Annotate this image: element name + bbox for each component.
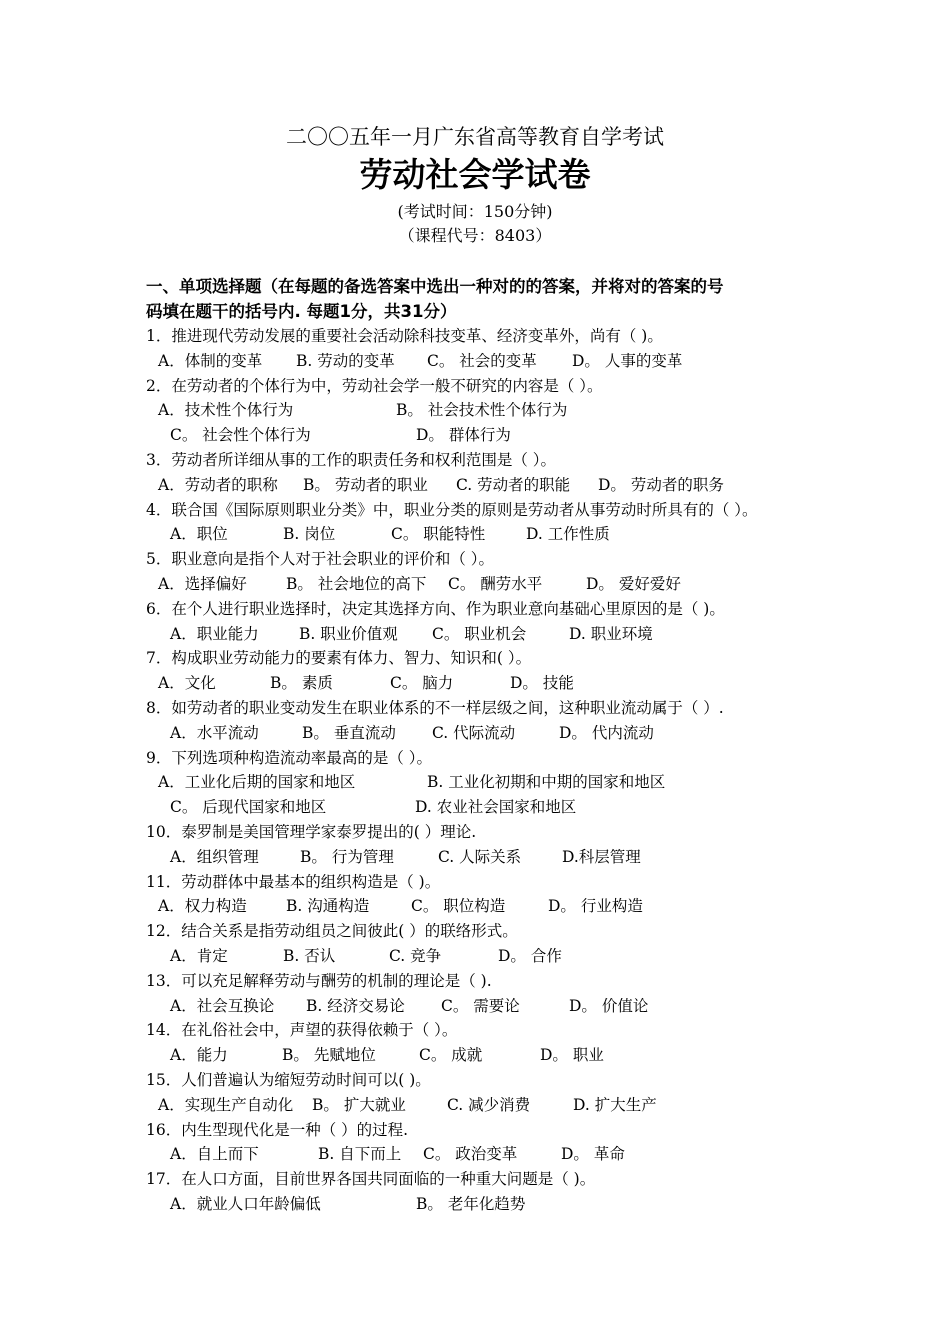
question-stem: 2．在劳动者的个体行为中，劳动社会学一般不研究的内容是（ ）。	[146, 376, 603, 395]
question-stem: 5．职业意向是指个人对于社会职业的评价和（ ）。	[146, 550, 495, 569]
answer-options-row	[0, 349, 950, 373]
course-code: （课程代号：8403）	[398, 226, 552, 245]
answer-option: D。 人事的变革	[572, 351, 683, 370]
question-text	[0, 1018, 950, 1042]
answer-option: D。 代内流动	[559, 723, 654, 742]
answer-option: D。 行业构造	[548, 897, 643, 916]
answer-option: D。 爱好爱好	[586, 575, 681, 593]
exam-time: (考试时间：150分钟)	[397, 202, 553, 221]
answer-option: B。 社会地位的高下	[286, 575, 427, 593]
answer-option: B。 社会技术性个体行为	[396, 401, 568, 420]
answer-option: B. 岗位	[283, 525, 336, 544]
answer-options-row	[0, 473, 950, 497]
question-stem: 16．内生型现代化是一种（ ）的过程.	[146, 1120, 409, 1139]
answer-option: B。 行为管理	[300, 847, 394, 866]
question-stem: 9．下列选项种构造流动率最高的是（ ）。	[146, 748, 433, 767]
question-text	[0, 646, 950, 670]
answer-options-row	[0, 1192, 950, 1216]
answer-options-row	[0, 622, 950, 646]
question-text	[0, 1118, 950, 1142]
answer-option: A．肯定	[170, 947, 228, 965]
question-text	[0, 870, 950, 894]
answer-option: A．职业能力	[170, 624, 259, 643]
answer-options-row	[0, 894, 950, 918]
answer-option: C. 竞争	[389, 947, 442, 965]
answer-option: D。 合作	[498, 947, 562, 965]
answer-options-row	[0, 1093, 950, 1117]
question-text	[0, 547, 950, 571]
question-text	[0, 919, 950, 943]
answer-option: C。 职业机会	[432, 624, 527, 643]
answer-option: A．工业化后期的国家和地区	[158, 773, 356, 792]
answer-option: C。 职能特性	[391, 525, 486, 544]
question-text	[0, 324, 950, 348]
answer-option: A．权力构造	[158, 897, 247, 916]
answer-option: C。 需要论	[441, 996, 520, 1015]
page-title: 劳动社会学试卷	[359, 155, 591, 194]
answer-option: B. 否认	[283, 947, 336, 965]
answer-option: A．水平流动	[170, 723, 259, 742]
answer-options-row	[0, 795, 950, 819]
question-text	[0, 820, 950, 844]
question-text	[0, 1068, 950, 1092]
answer-options-row	[0, 1142, 950, 1166]
question-text	[0, 746, 950, 770]
answer-option: A．能力	[170, 1046, 228, 1065]
answer-options-row	[0, 944, 950, 968]
question-text	[0, 448, 950, 472]
answer-options-row	[0, 721, 950, 745]
answer-option: D. 工作性质	[526, 525, 610, 544]
exam-header: 二〇〇五年一月广东省高等教育自学考试	[286, 125, 664, 149]
question-text	[0, 597, 950, 621]
answer-option: D. 扩大生产	[573, 1095, 657, 1114]
answer-option: B. 自下而上	[318, 1145, 402, 1164]
answer-options-row	[0, 994, 950, 1018]
question-stem: 17．在人口方面，目前世界各国共同面临的一种重大问题是（ )。	[146, 1170, 596, 1189]
answer-option: A．文化	[158, 674, 216, 693]
answer-option: C。 政治变革	[423, 1145, 518, 1164]
answer-option: D.科层管理	[562, 847, 641, 866]
answer-options-row	[0, 770, 950, 794]
answer-option: A．劳动者的职称	[158, 475, 278, 494]
answer-option: A．选择偏好	[158, 575, 247, 593]
answer-option: D. 农业社会国家和地区	[415, 798, 577, 817]
answer-options-row	[0, 1043, 950, 1067]
answer-option: B. 劳动的变革	[296, 351, 395, 370]
answer-option: A．技术性个体行为	[158, 401, 294, 420]
question-stem: 11．劳动群体中最基本的组织构造是（ )。	[146, 872, 441, 891]
answer-option: B。 扩大就业	[312, 1095, 406, 1114]
answer-option: C. 代际流动	[432, 723, 516, 742]
answer-option: C. 人际关系	[438, 847, 522, 866]
question-stem: 1．推进现代劳动发展的重要社会活动除科技变革、经济变革外，尚有（ )。	[146, 327, 663, 345]
question-text	[0, 969, 950, 993]
question-stem: 14．在礼俗社会中，声望的获得依赖于（ ）。	[146, 1021, 458, 1040]
answer-option: B。 劳动者的职业	[303, 475, 428, 494]
question-stem: 7．构成职业劳动能力的要素有体力、智力、知识和( ）。	[146, 649, 532, 668]
answer-options-row	[0, 522, 950, 546]
question-text	[0, 696, 950, 720]
answer-option: B. 工业化初期和中期的国家和地区	[427, 773, 666, 792]
answer-option: A．就业人口年龄偏低	[170, 1195, 321, 1213]
answer-option: C。 社会的变革	[427, 351, 537, 370]
answer-options-row	[0, 845, 950, 869]
question-text	[0, 498, 950, 522]
answer-option: D。 群体行为	[416, 426, 511, 445]
question-stem: 8．如劳动者的职业变动发生在职业体系的不一样层级之间，这种职业流动属于（ ）.	[146, 699, 724, 717]
question-stem: 10．泰罗制是美国管理学家泰罗提出的( ）理论.	[146, 823, 477, 841]
answer-option: C。 酬劳水平	[448, 575, 543, 593]
question-stem: 12．结合关系是指劳动组员之间彼此( ）的联络形式。	[146, 922, 518, 941]
question-stem: 15．人们普遍认为缩短劳动时间可以( )。	[146, 1071, 431, 1089]
answer-option: D。 技能	[510, 674, 574, 693]
section-heading-line1: 一、单项选择题（在每题的备选答案中选出一种对的的答案，并将对的答案的号	[146, 277, 724, 296]
answer-option: A．实现生产自动化	[158, 1095, 294, 1114]
answer-option: C。 脑力	[390, 674, 454, 693]
answer-option: D。 职业	[540, 1046, 604, 1065]
answer-options-row	[0, 423, 950, 447]
answer-option: D。 革命	[561, 1145, 625, 1164]
answer-option: A．体制的变革	[158, 351, 263, 370]
question-text	[0, 1167, 950, 1191]
question-stem: 6．在个人进行职业选择时，决定其选择方向、作为职业意向基础心里原因的是（ )。	[146, 599, 725, 618]
section-heading-line2: 码填在题干的括号内. 每题1分，共31分）	[146, 302, 457, 321]
answer-option: A．组织管理	[170, 847, 259, 866]
question-text	[0, 374, 950, 398]
answer-option: B. 职业价值观	[299, 624, 398, 643]
answer-option: C。 成就	[419, 1046, 483, 1065]
answer-option: B. 经济交易论	[306, 996, 405, 1015]
answer-option: C。 职位构造	[411, 897, 506, 916]
answer-option: D. 职业环境	[569, 624, 653, 643]
question-stem: 3．劳动者所详细从事的工作的职责任务和权利范围是（ ）。	[146, 451, 557, 469]
answer-option: B。 垂直流动	[302, 723, 396, 742]
answer-option: A．职位	[170, 525, 228, 544]
answer-option: D。 价值论	[569, 996, 649, 1015]
question-stem: 13．可以充足解释劳动与酬劳的机制的理论是（ ).	[146, 971, 492, 990]
answer-option: B. 沟通构造	[286, 897, 370, 916]
answer-option: C。 后现代国家和地区	[170, 798, 327, 817]
question-stem: 4．联合国《国际原则职业分类》中，职业分类的原则是劳动者从事劳动时所具有的（ ）。	[146, 500, 758, 519]
answer-option: B。 先赋地位	[282, 1046, 376, 1065]
answer-option: C。 社会性个体行为	[170, 426, 311, 445]
answer-option: B。 素质	[270, 674, 333, 693]
answer-options-row	[0, 671, 950, 695]
answer-option: A．自上而下	[170, 1145, 259, 1164]
answer-options-row	[0, 572, 950, 596]
answer-option: B。 老年化趋势	[416, 1195, 526, 1213]
answer-option: C. 减少消费	[447, 1095, 531, 1114]
answer-option: C. 劳动者的职能	[456, 475, 571, 494]
answer-option: A．社会互换论	[170, 996, 275, 1015]
answer-options-row	[0, 398, 950, 422]
answer-option: D。 劳动者的职务	[598, 475, 724, 494]
